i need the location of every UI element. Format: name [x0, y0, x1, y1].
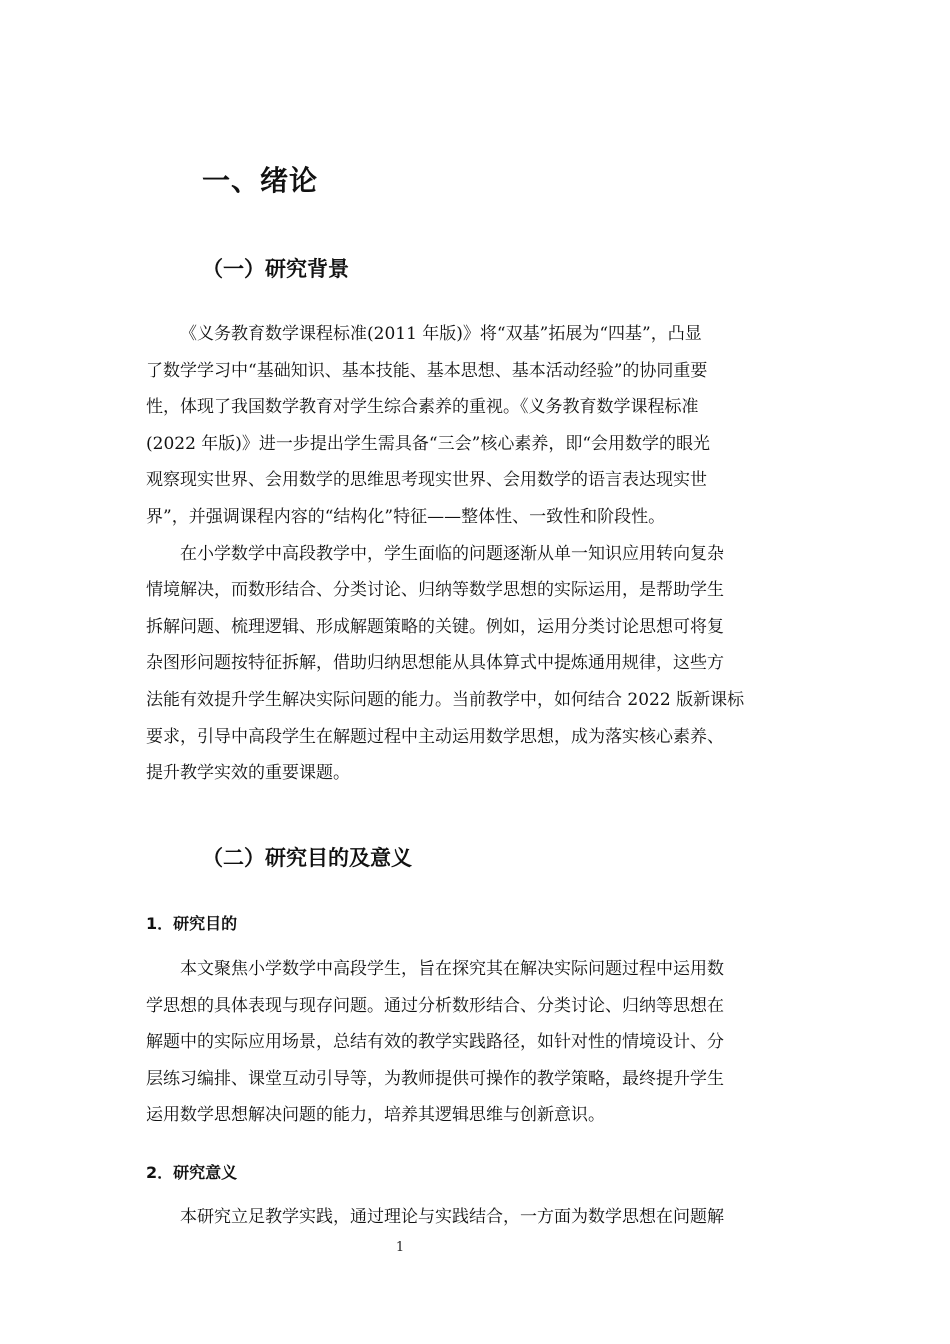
- page-number: 1: [395, 1240, 405, 1255]
- section-background-body: [146, 316, 811, 792]
- chapter-title: 一、绪论: [202, 164, 319, 197]
- paragraph-purpose: 本文聚焦小学数学中高段学生，旨在探究其在解决实际问题过程中运用数 学思想的具体表现与现存问题。通过分析数形结合、分类讨论、归纳等思想在 解题中的实际应用场景，总结有效的教学实践路径，如针对性的情境设计、分 层练习编排、课堂互动引导等，为教师提供可操作的教学策略，最终提升学生 运用数学思想解决问题的能力，培养其逻辑思维与创新意识。: [146, 959, 724, 1126]
- subsection-purpose-body: [146, 951, 811, 1134]
- paragraph-background-1: 《义务教育数学课程标准(2011 年版)》将“双基”拓展为“四基”，凸显 了数学学习中“基础知识、基本技能、基本思想、基本活动经验”的协同重要 性，体现了我国数学教育对学生综合素养的重视。《义务教育数学课程标准 (2022 年版)》进一步提出学生需具备“三会”核心素养，即“会用数学的眼光 观察现实世界、会用数学的思维思考现实世界、会用数学的语言表达现实世 界”，并强调课程内容的“结构化”特征——整体性、一致性和阶段性。: [146, 324, 711, 527]
- paragraph-background-2: 在小学数学中高段教学中，学生面临的问题逐渐从单一知识应用转向复杂 情境解决，而数形结合、分类讨论、归纳等数学思想的实际运用，是帮助学生 拆解问题、梳理逻辑、形成解题策略的关键。例如，运用分类讨论思想可将复 杂图形问题按特征拆解，借助归纳思想能从具体算式中提炼通用规律，这些方 法能有效提升学生解决实际问题的能力。当前教学中，如何结合 2022 版新课标 要求，引导中高段学生在解题过程中主动运用数学思想，成为落实核心素养、 提升教学实效的重要课题。: [146, 543, 745, 784]
- subsection-significance-body: [146, 1199, 811, 1236]
- section-heading-purpose: （二）研究目的及意义: [202, 846, 412, 870]
- subsection-heading-significance: 2．研究意义: [146, 1163, 238, 1182]
- section-heading-background: （一）研究背景: [202, 257, 349, 281]
- subsection-heading-purpose: 1．研究目的: [146, 914, 238, 933]
- paragraph-significance: 本研究立足教学实践，通过理论与实践结合，一方面为数学思想在问题解: [180, 1207, 724, 1227]
